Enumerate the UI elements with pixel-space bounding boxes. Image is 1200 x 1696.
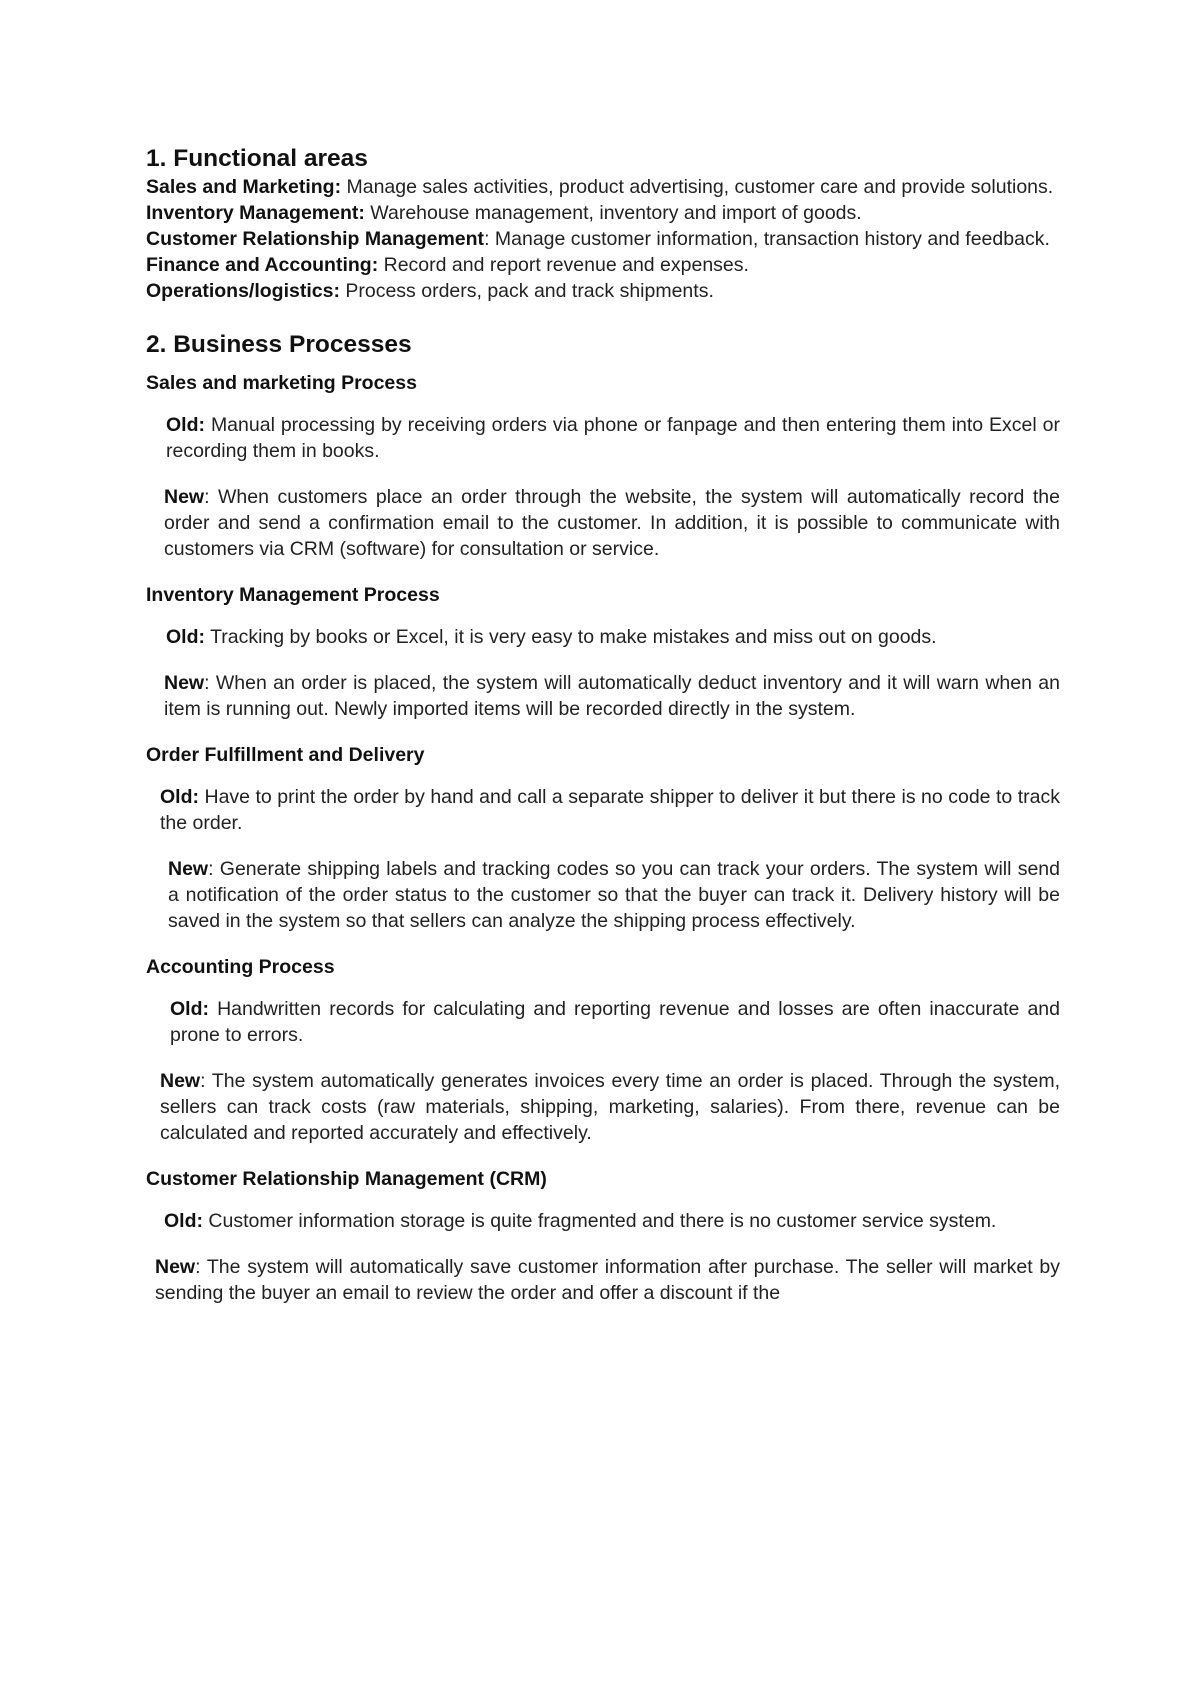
functional-area-label: Operations/logistics: — [146, 280, 340, 302]
functional-areas-list — [146, 174, 1060, 304]
new-text: : When customers place an order through the website, the system will automatically record the order and send a confirmation email to the customer. In addition, it is possible to communicate with customers via CRM (software) for consultation or service. — [164, 486, 1060, 560]
functional-area-label: Customer Relationship Management — [146, 228, 485, 250]
functional-area-item — [146, 226, 1060, 252]
functional-area-item — [146, 174, 1060, 200]
new-label: New — [168, 858, 209, 880]
functional-area-text: : Manage customer information, transaction history and feedback. — [484, 228, 1050, 250]
process-new-paragraph — [146, 1068, 1060, 1146]
functional-area-label: Sales and Marketing: — [146, 176, 342, 198]
old-label: Old: — [166, 414, 205, 436]
process-new-paragraph — [146, 856, 1060, 934]
old-label: Old: — [166, 626, 205, 648]
old-label: Old: — [170, 998, 209, 1020]
document-page — [146, 144, 1060, 1326]
new-label: New — [164, 672, 205, 694]
new-label: New — [155, 1256, 196, 1278]
process-old-paragraph — [146, 412, 1060, 464]
new-text: : When an order is placed, the system will automatically deduct inventory and it will warn when an item is running out. Newly imported items will be recorded directly in the system. — [164, 672, 1060, 720]
functional-area-label: Inventory Management: — [146, 202, 365, 224]
functional-area-item — [146, 278, 1060, 304]
old-text: Tracking by books or Excel, it is very easy to make mistakes and miss out on goods. — [205, 626, 937, 648]
old-label: Old: — [164, 1210, 203, 1232]
process-old-paragraph — [146, 784, 1060, 836]
new-text: : The system will automatically save customer information after purchase. The seller will market by sending the buyer an email to review the order and offer a discount if the — [155, 1256, 1060, 1304]
old-label: Old: — [160, 786, 199, 808]
process-old-paragraph — [146, 996, 1060, 1048]
section-1-title: 1. Functional areas — [146, 145, 368, 172]
process-new-paragraph — [146, 484, 1060, 562]
functional-area-text: Process orders, pack and track shipments. — [339, 280, 714, 302]
process-new-paragraph — [146, 1254, 1060, 1306]
section-2-title: 2. Business Processes — [146, 331, 412, 358]
process-old-paragraph — [146, 1208, 1060, 1234]
process-heading: Sales and marketing Process — [146, 372, 417, 394]
process-old-paragraph — [146, 624, 1060, 650]
new-label: New — [164, 486, 205, 508]
new-label: New — [160, 1070, 201, 1092]
functional-area-text: Manage sales activities, product advertising, customer care and provide solutions. — [341, 176, 1054, 198]
process-heading: Accounting Process — [146, 956, 335, 978]
old-text: Customer information storage is quite fragmented and there is no customer service system. — [203, 1210, 997, 1232]
old-text: Manual processing by receiving orders via phone or fanpage and then entering them into Excel or recording them in books. — [166, 414, 1060, 462]
process-new-paragraph — [146, 670, 1060, 722]
process-heading: Inventory Management Process — [146, 584, 440, 606]
process-heading: Order Fulfillment and Delivery — [146, 744, 425, 766]
new-text: : Generate shipping labels and tracking codes so you can track your orders. The system will send a notification of the order status to the customer so that the buyer can track it. Delivery history will be saved in the system so that sellers can analyze the shipping process effectively. — [168, 858, 1060, 932]
functional-area-item — [146, 200, 1060, 226]
functional-area-label: Finance and Accounting: — [146, 254, 379, 276]
functional-area-text: Record and report revenue and expenses. — [378, 254, 749, 276]
new-text: : The system automatically generates invoices every time an order is placed. Through the system, sellers can track costs (raw materials, shipping, marketing, salaries). From there, revenue can be calculated and reported accurately and effectively. — [160, 1070, 1060, 1144]
old-text: Have to print the order by hand and call a separate shipper to deliver it but there is no code to track the order. — [160, 786, 1060, 834]
functional-area-item — [146, 252, 1060, 278]
old-text: Handwritten records for calculating and reporting revenue and losses are often inaccurate and prone to errors. — [170, 998, 1060, 1046]
process-heading: Customer Relationship Management (CRM) — [146, 1168, 547, 1190]
functional-area-text: Warehouse management, inventory and import of goods. — [364, 202, 862, 224]
